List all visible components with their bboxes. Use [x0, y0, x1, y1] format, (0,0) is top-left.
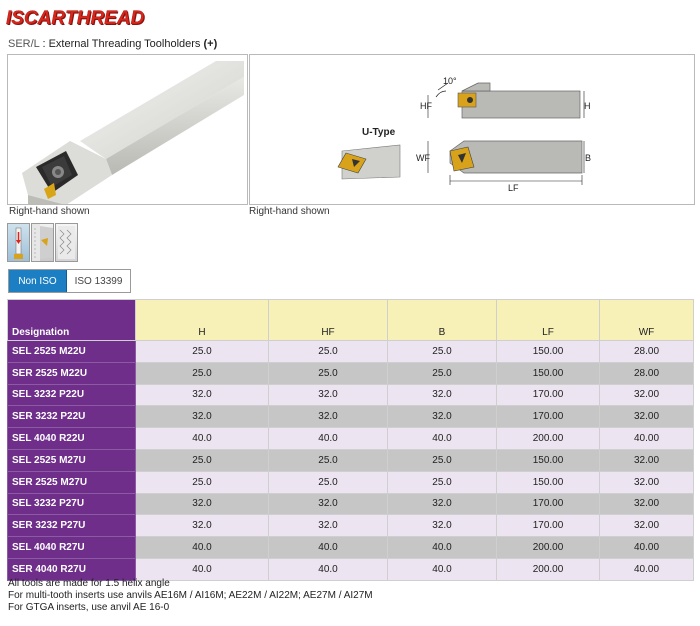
cell-h: 25.0	[136, 449, 269, 471]
cell-h: 32.0	[136, 515, 269, 537]
cell-b: 32.0	[388, 384, 497, 406]
table-row[interactable]	[8, 428, 694, 450]
cell-lf: 170.00	[497, 515, 600, 537]
cell-h: 40.0	[136, 428, 269, 450]
designation-link[interactable]: SER 3232 P22U	[8, 406, 136, 428]
tab-non-iso[interactable]: Non ISO	[9, 270, 67, 292]
toolholder-photo-icon	[8, 55, 247, 204]
table-row[interactable]	[8, 537, 694, 559]
cell-b: 25.0	[388, 362, 497, 384]
cell-wf: 28.00	[600, 362, 694, 384]
dim-b-label: B	[585, 153, 592, 163]
table-row[interactable]	[8, 449, 694, 471]
series-code: SER/L	[8, 38, 40, 50]
header-b[interactable]: B	[388, 300, 497, 341]
cell-wf: 40.00	[600, 537, 694, 559]
cell-hf: 32.0	[269, 493, 388, 515]
cell-lf: 150.00	[497, 362, 600, 384]
u-type-label: U-Type	[362, 127, 396, 138]
table-row[interactable]	[8, 362, 694, 384]
cell-b: 32.0	[388, 406, 497, 428]
designation-link[interactable]: SER 3232 P27U	[8, 515, 136, 537]
dim-hf-label: HF	[420, 101, 432, 111]
cell-lf: 200.00	[497, 428, 600, 450]
cell-b: 25.0	[388, 341, 497, 363]
dimension-drawing	[250, 55, 694, 204]
cell-h: 32.0	[136, 493, 269, 515]
header-hf[interactable]: HF	[269, 300, 388, 341]
logo-part-iscar: ISCAR	[6, 8, 66, 29]
table-row[interactable]	[8, 384, 694, 406]
iscar-thread-logo	[6, 8, 144, 30]
cell-hf: 32.0	[269, 515, 388, 537]
external-thread-icon	[8, 224, 29, 261]
cell-wf: 32.00	[600, 449, 694, 471]
thumbnail-application-1[interactable]	[7, 223, 30, 262]
header-h[interactable]: H	[136, 300, 269, 341]
thumbnail-application-2[interactable]	[31, 223, 54, 262]
cell-wf: 40.00	[600, 558, 694, 580]
series-title: External Threading Toolholders	[48, 38, 201, 50]
cell-wf: 32.00	[600, 515, 694, 537]
specification-table	[7, 299, 694, 581]
cell-lf: 200.00	[497, 558, 600, 580]
dim-wf-label: WF	[416, 153, 430, 163]
cell-wf: 28.00	[600, 341, 694, 363]
cell-hf: 25.0	[269, 471, 388, 493]
cell-lf: 170.00	[497, 493, 600, 515]
footnote-line: For GTGA inserts, use anvil AE 16-0	[8, 602, 170, 613]
cell-wf: 32.00	[600, 384, 694, 406]
cell-wf: 32.00	[600, 406, 694, 428]
standard-tabs	[8, 269, 131, 293]
thumbnail-application-3[interactable]	[55, 223, 78, 262]
designation-link[interactable]: SEL 3232 P27U	[8, 493, 136, 515]
cell-h: 40.0	[136, 537, 269, 559]
table-header-row	[8, 300, 694, 341]
cell-b: 32.0	[388, 493, 497, 515]
cell-hf: 25.0	[269, 341, 388, 363]
cell-hf: 25.0	[269, 449, 388, 471]
tab-iso-13399[interactable]: ISO 13399	[74, 275, 123, 287]
technical-drawing-panel	[249, 54, 695, 205]
cell-hf: 32.0	[269, 384, 388, 406]
cell-lf: 170.00	[497, 384, 600, 406]
cell-wf: 40.00	[600, 428, 694, 450]
cell-h: 40.0	[136, 558, 269, 580]
cell-wf: 32.00	[600, 493, 694, 515]
designation-link[interactable]: SEL 2525 M22U	[8, 341, 136, 363]
header-lf[interactable]: LF	[497, 300, 600, 341]
header-designation[interactable]: Designation	[8, 300, 136, 341]
designation-link[interactable]: SEL 2525 M27U	[8, 449, 136, 471]
threading-operation-icon	[32, 224, 53, 261]
cell-b: 25.0	[388, 471, 497, 493]
header-wf[interactable]: WF	[600, 300, 694, 341]
cell-hf: 32.0	[269, 406, 388, 428]
photo-caption: Right-hand shown	[9, 206, 90, 217]
footnote-line: For multi-tooth inserts use anvils AE16M / AI16M; AE22M / AI22M; AE27M / AI27M	[8, 590, 373, 601]
cell-wf: 32.00	[600, 471, 694, 493]
cell-b: 25.0	[388, 449, 497, 471]
dim-lf-label: LF	[508, 183, 519, 193]
cell-hf: 40.0	[269, 558, 388, 580]
cell-hf: 40.0	[269, 428, 388, 450]
table-row[interactable]	[8, 515, 694, 537]
thread-profile-icon	[56, 224, 77, 261]
cell-hf: 40.0	[269, 537, 388, 559]
table-row[interactable]	[8, 493, 694, 515]
angle-label: 10°	[443, 76, 457, 86]
cell-b: 40.0	[388, 537, 497, 559]
cell-lf: 150.00	[497, 341, 600, 363]
cell-lf: 170.00	[497, 406, 600, 428]
designation-link[interactable]: SER 2525 M22U	[8, 362, 136, 384]
cell-h: 32.0	[136, 406, 269, 428]
designation-link[interactable]: SEL 3232 P22U	[8, 384, 136, 406]
title-separator: :	[39, 38, 49, 50]
cell-h: 32.0	[136, 384, 269, 406]
logo-part-thread: THREAD	[65, 8, 145, 29]
table-row[interactable]	[8, 558, 694, 580]
footnote-line: All tools are made for 1.5 helix angle	[8, 578, 170, 589]
cell-h: 25.0	[136, 341, 269, 363]
designation-link[interactable]: SEL 4040 R22U	[8, 428, 136, 450]
cell-h: 25.0	[136, 471, 269, 493]
plus-badge[interactable]: (+)	[203, 38, 218, 50]
table-row[interactable]	[8, 341, 694, 363]
designation-link[interactable]: SER 2525 M27U	[8, 471, 136, 493]
cell-lf: 150.00	[497, 449, 600, 471]
cell-h: 25.0	[136, 362, 269, 384]
cell-b: 40.0	[388, 558, 497, 580]
table-row[interactable]	[8, 406, 694, 428]
footnotes	[8, 578, 373, 614]
product-photo-panel	[7, 54, 248, 205]
designation-link[interactable]: SER 4040 R27U	[8, 558, 136, 580]
dim-h-label: H	[584, 101, 591, 111]
designation-link[interactable]: SEL 4040 R27U	[8, 537, 136, 559]
drawing-caption: Right-hand shown	[249, 206, 330, 217]
cell-b: 40.0	[388, 428, 497, 450]
cell-hf: 25.0	[269, 362, 388, 384]
cell-b: 32.0	[388, 515, 497, 537]
page-title	[8, 38, 217, 50]
cell-lf: 200.00	[497, 537, 600, 559]
table-row[interactable]	[8, 471, 694, 493]
cell-lf: 150.00	[497, 471, 600, 493]
